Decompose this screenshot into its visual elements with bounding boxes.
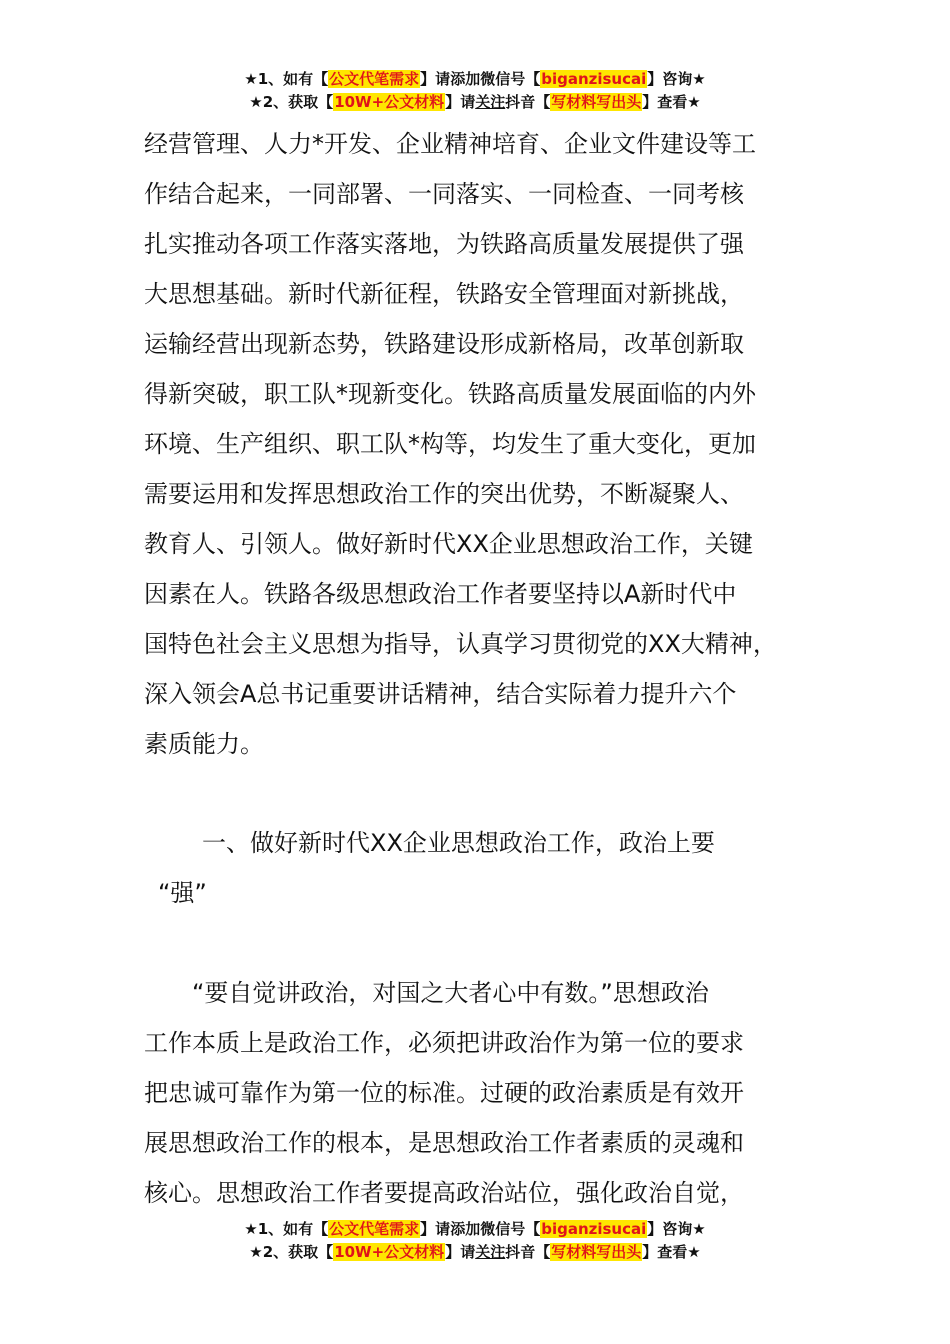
text-line: 扎实推动各项工作落实落地，为铁路高质量发展提供了强 xyxy=(144,230,744,258)
promo-highlight-materials: 10W+公文材料 xyxy=(334,1243,445,1261)
heading-line: “强” xyxy=(158,879,207,907)
body-paragraph-2 xyxy=(144,968,834,1218)
text-line: 教育人、引领人。做好新时代XX企业思想政治工作，关键 xyxy=(144,530,753,558)
text-line: 经营管理、人力*开发、企业精神培育、企业文件建设等工 xyxy=(144,130,756,158)
body-paragraph-1 xyxy=(144,119,834,769)
text-line: 素质能力。 xyxy=(144,730,264,758)
promo-line-2: ★2、获取【10W+公文材料】请关注抖音【写材料写出头】查看★ xyxy=(249,93,701,111)
text-line: 需要运用和发挥思想政治工作的突出优势，不断凝聚人、 xyxy=(144,480,744,508)
section-heading xyxy=(144,818,834,918)
promo-banner-top xyxy=(0,68,950,114)
promo-highlight-douyin: 写材料写出头 xyxy=(551,1243,642,1261)
text-line: 把忠诚可靠作为第一位的标准。过硬的政治素质是有效开 xyxy=(144,1079,744,1107)
text-line: 因素在人。铁路各级思想政治工作者要坚持以A新时代中 xyxy=(144,580,737,608)
text-line: 作结合起来，一同部署、一同落实、一同检查、一同考核 xyxy=(144,180,744,208)
promo-line-1: ★1、如有【公文代笔需求】请添加微信号【biganzisucai】咨询★ xyxy=(244,1220,706,1238)
heading-line: 一、做好新时代XX企业思想政治工作，政治上要 xyxy=(202,829,715,857)
promo-line-1: ★1、如有【公文代笔需求】请添加微信号【biganzisucai】咨询★ xyxy=(244,70,706,88)
text-line: 得新突破，职工队*现新变化。铁路高质量发展面临的内外 xyxy=(144,380,756,408)
promo-highlight-douyin: 写材料写出头 xyxy=(551,93,642,111)
text-line: 大思想基础。新时代新征程，铁路安全管理面对新挑战， xyxy=(144,280,744,308)
text-line: 核心。思想政治工作者要提高政治站位，强化政治自觉， xyxy=(144,1179,744,1207)
promo-highlight-service: 公文代笔需求 xyxy=(329,1220,420,1238)
promo-line-2: ★2、获取【10W+公文材料】请关注抖音【写材料写出头】查看★ xyxy=(249,1243,701,1261)
promo-highlight-service: 公文代笔需求 xyxy=(329,70,420,88)
promo-highlight-wechat: biganzisucai xyxy=(541,70,647,88)
text-line: 国特色社会主义思想为指导，认真学习贯彻党的XX大精神， xyxy=(144,630,777,658)
text-line: 深入领会A总书记重要讲话精神，结合实际着力提升六个 xyxy=(144,680,737,708)
promo-highlight-wechat: biganzisucai xyxy=(541,1220,647,1238)
text-line: 工作本质上是政治工作，必须把讲政治作为第一位的要求 xyxy=(144,1029,744,1057)
promo-banner-bottom xyxy=(0,1218,950,1264)
promo-highlight-materials: 10W+公文材料 xyxy=(334,93,445,111)
text-line: “要自觉讲政治，对国之大者心中有数。”思想政治 xyxy=(192,979,709,1007)
text-line: 展思想政治工作的根本，是思想政治工作者素质的灵魂和 xyxy=(144,1129,744,1157)
text-line: 环境、生产组织、职工队*构等，均发生了重大变化，更加 xyxy=(144,430,756,458)
text-line: 运输经营出现新态势，铁路建设形成新格局，改革创新取 xyxy=(144,330,744,358)
